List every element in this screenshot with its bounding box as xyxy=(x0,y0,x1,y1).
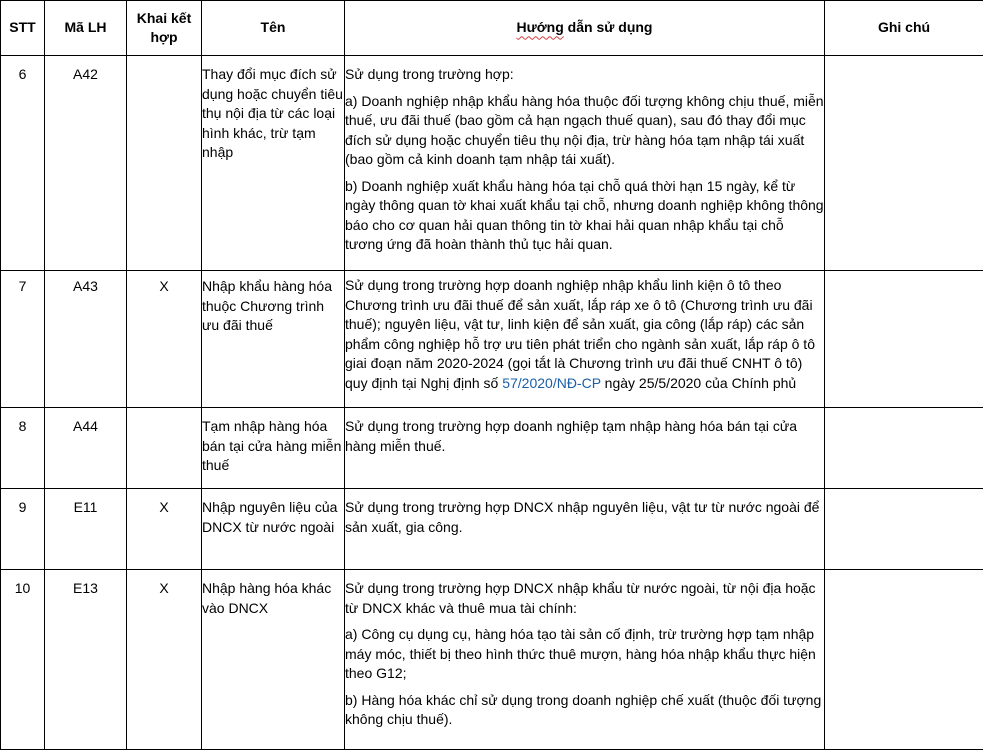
header-note: Ghi chú xyxy=(825,1,983,56)
guide-paragraph: a) Doanh nghiệp nhập khẩu hàng hóa thuộc đối tượng không chịu thuế, miễn thuế, ưu đãi thuế (bao gồm cả hạn ngạch thuế quan), sau đó thay đổi mục đích sử dụng hoặc chuyển tiêu thụ nội địa, trừ hàng hóa tạm nhập tái xuất (bao gồm cả kinh doanh tạm nhập tái xuất). xyxy=(345,92,824,167)
cell-code: A44 xyxy=(45,408,127,489)
guide-paragraph: Sử dụng trong trường hợp: xyxy=(345,66,514,82)
header-combined: Khai kết hợp xyxy=(127,1,202,56)
guide-paragraph: b) Doanh nghiệp xuất khẩu hàng hóa tại chỗ quá thời hạn 15 ngày, kể từ ngày thông quan tờ khai xuất khẩu tại chỗ, nhưng doanh nghiệp không thông báo cho cơ quan hải quan thông tin tờ khai hải quan nhập khẩu tại chỗ tương ứng đã hoàn thành thủ tục hải quan. xyxy=(345,177,824,252)
header-code: Mã LH xyxy=(45,1,127,56)
cell-code: A43 xyxy=(45,271,127,408)
cell-note xyxy=(825,271,983,408)
cell-note xyxy=(825,570,983,750)
cell-name: Nhập hàng hóa khác vào DNCX xyxy=(202,570,345,750)
cell-name: Nhập nguyên liệu của DNCX từ nước ngoài xyxy=(202,489,345,570)
cell-name: Nhập khẩu hàng hóa thuộc Chương trình ưu đãi thuế xyxy=(202,271,345,408)
header-row xyxy=(1,1,983,56)
decree-link[interactable]: 57/2020/NĐ-CP xyxy=(502,374,601,391)
table-row xyxy=(1,271,983,408)
cell-guide xyxy=(345,56,825,271)
guide-paragraph: Sử dụng trong trường hợp DNCX nhập nguyên liệu, vật tư từ nước ngoài để sản xuất, gia công. xyxy=(345,499,820,535)
cell-code: A42 xyxy=(45,56,127,271)
cell-name: Tạm nhập hàng hóa bán tại cửa hàng miễn thuế xyxy=(202,408,345,489)
cell-stt: 9 xyxy=(1,489,45,570)
header-guide-underlined: Hướng xyxy=(516,19,564,36)
header-stt: STT xyxy=(1,1,45,56)
table-row xyxy=(1,408,983,489)
guide-paragraph: a) Công cụ dụng cụ, hàng hóa tạo tài sản cố định, trừ trường hợp tạm nhập máy móc, thiết bị theo hình thức thuê mượn, hàng hóa nhập khẩu thực hiện theo G12; xyxy=(345,626,816,681)
cell-guide: Sử dụng trong trường hợp doanh nghiệp nhập khẩu linh kiện ô tô theo Chương trình ưu đãi thuế để sản xuất, lắp ráp xe ô tô (Chương trình ưu đãi thuế); nguyên liệu, vật tư, linh kiện để sản xuất, gia công (lắp ráp) các sản phẩm công nghiệp hỗ trợ ưu tiên phát triển cho ngành sản xuất, lắp ráp ô tô giai đoạn năm 2020-2024 (gọi tắt là Chương trình ưu đãi thuế CNHT ô tô) quy định tại Nghị định số 57/2020/NĐ-CP ngày 25/5/2020 của Chính phủ xyxy=(345,271,825,408)
cell-stt: 10 xyxy=(1,570,45,750)
cell-name: Thay đổi mục đích sử dụng hoặc chuyển tiêu thụ nội địa từ các loại hình khác, trừ tạm nhập xyxy=(202,56,345,271)
cell-stt: 8 xyxy=(1,408,45,489)
guide-paragraph: b) Hàng hóa khác chỉ sử dụng trong doanh nghiệp chế xuất (thuộc đối tượng không chịu thuế). xyxy=(345,691,822,727)
cell-combined xyxy=(127,408,202,489)
header-name: Tên xyxy=(202,1,345,56)
table-row xyxy=(1,56,983,271)
cell-stt: 6 xyxy=(1,56,45,271)
cell-guide xyxy=(345,408,825,489)
cell-code: E13 xyxy=(45,570,127,750)
cell-guide xyxy=(345,489,825,570)
cell-stt: 7 xyxy=(1,271,45,408)
cell-combined: X xyxy=(127,570,202,750)
cell-combined: X xyxy=(127,271,202,408)
cell-code: E11 xyxy=(45,489,127,570)
cell-combined: X xyxy=(127,489,202,570)
cell-combined xyxy=(127,56,202,271)
cell-guide xyxy=(345,570,825,750)
cell-note xyxy=(825,408,983,489)
guide-paragraph: Sử dụng trong trường hợp doanh nghiệp tạm nhập hàng hóa bán tại cửa hàng miễn thuế. xyxy=(345,418,798,454)
guide-paragraph: Sử dụng trong trường hợp DNCX nhập khẩu từ nước ngoài, từ nội địa hoặc từ DNCX khác và thuê mua tài chính: xyxy=(345,580,816,616)
table-row xyxy=(1,570,983,750)
cell-note xyxy=(825,489,983,570)
table-row xyxy=(1,489,983,570)
cell-note xyxy=(825,56,983,271)
header-guide: Hướng dẫn sử dụng xyxy=(345,1,825,56)
